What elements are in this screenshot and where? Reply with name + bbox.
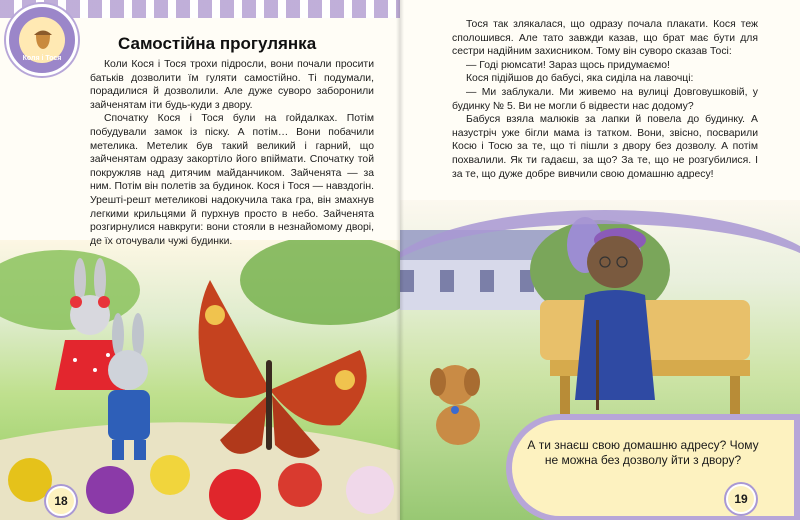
page-number-left: 18 xyxy=(46,486,76,516)
left-text-column xyxy=(90,58,374,248)
decorative-ribbon xyxy=(400,210,800,354)
acorn-icon xyxy=(32,26,54,50)
right-text-column xyxy=(452,18,758,181)
dog-illustration xyxy=(430,365,480,445)
page-title: Самостійна прогулянка xyxy=(118,34,317,53)
right-page xyxy=(400,0,800,520)
badge-label: Коля і Тося xyxy=(22,55,62,62)
paragraph: Кося підійшов до бабусі, яка сиділа на лавочці: xyxy=(466,73,694,85)
book-gutter xyxy=(396,0,404,520)
paragraph: — Ми заблукали. Ми живемо на вулиці Довговушковій, у будинку № 5. Ви не могли б відвести нас додому? xyxy=(452,86,758,112)
paragraph: Бабуся взяла малюків за лапки й повела до будинку. А назустріч уже бігли мама із татком. Вони, звісно, посварили Косю і Тосю за те, що ті пішли з двору без дозволу. А потім похвалили. Як ти гадаєш, за що? За те, що не розгубилися. І за те, що дуже добре вивчили свою домашню адресу! xyxy=(452,114,758,180)
series-badge xyxy=(6,4,78,76)
paragraph: Коли Кося і Тося трохи підросли, вони почали просити батьків дозволити їм гуляти самостійно. Ті подумали, порадилися й дозволили. Але дуже суворо заборонили зайченятам іти будь-куди з двору. xyxy=(90,59,374,111)
page-number-right: 19 xyxy=(726,484,756,514)
paragraph: — Годі рюмсати! Зараз щось придумаємо! xyxy=(466,59,670,71)
paragraph: Тося так злякалася, що одразу почала плакати. Кося теж сполошився. Але тато завжди казав, що брат має бути для сестри надійним захисником. Тому він суворо сказав Тосі: xyxy=(452,19,758,58)
meadow-scene xyxy=(0,240,400,520)
left-illustration xyxy=(0,240,400,520)
question-text: А ти знаєш свою домашню адресу? Чому не можна без дозволу йти з двору? xyxy=(527,438,759,467)
paragraph: Спочатку Кося і Тося були на гойдалках. Потім побудували замок із піску. А потім… Вони побачили метелика. Метелик був такий великий і гарний, що зайченятам одразу закортіло його впіймати. Спочатку той покружляв над дитячим майданчиком. Зайченята — за ним. Потім він полетів за будинок. Кося і Тося — навздогін. Урешті-решт метеликові надокучила така гра, він змахнув легкими крильцями й пурхнув просто в небо. Зайченята розгирнулися навкруги: вони стояли в незнайомому дворі, де їх оточували чужі будинки. xyxy=(90,113,374,247)
